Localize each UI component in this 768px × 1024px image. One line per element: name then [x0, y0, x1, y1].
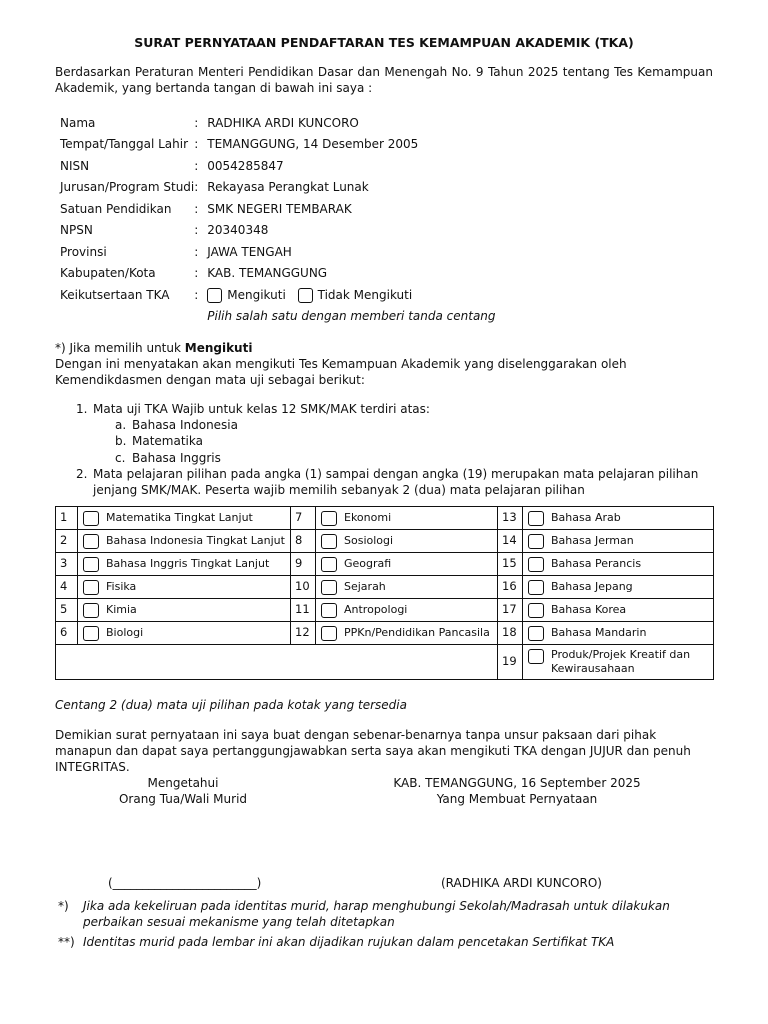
subject-cell [78, 553, 291, 576]
table-row [56, 599, 714, 622]
sub-item [76, 433, 716, 449]
subject-cell [316, 530, 498, 553]
subject-name: Sosiologi [344, 533, 394, 547]
option-label-tidak-mengikuti: Tidak Mengikuti [317, 287, 413, 302]
footnote-text: Jika ada kekeliruan pada identitas murid, harap menghubungi Sekolah/Madrasah untuk dilakukan perbaikan sesuai mekanisme yang telah ditetapkan [83, 899, 670, 930]
colon: : [194, 287, 199, 302]
subject-number: 8 [291, 530, 316, 553]
subject-name: Geografi [344, 556, 392, 570]
subject-name: Bahasa Jepang [551, 579, 633, 593]
colon: : [194, 137, 199, 152]
subject-checkbox[interactable] [528, 649, 544, 664]
subject-checkbox[interactable] [528, 626, 544, 641]
subject-name: Biologi [106, 625, 144, 639]
identity-row [60, 155, 496, 177]
subject-cell [78, 576, 291, 599]
subject-cell [316, 622, 498, 645]
subject-table [55, 506, 714, 680]
field-value: RADHIKA ARDI KUNCORO [207, 115, 359, 130]
field-value: 20340348 [207, 223, 269, 238]
subject-number: 7 [291, 507, 316, 530]
field-label: Provinsi [60, 244, 107, 259]
table-row [56, 530, 714, 553]
numbered-list [76, 401, 716, 498]
sign-line: Orang Tua/Wali Murid [118, 792, 248, 807]
subject-name: Bahasa Perancis [551, 556, 642, 570]
field-label: NISN [60, 158, 90, 173]
intro-paragraph: Berdasarkan Peraturan Menteri Pendidikan Dasar dan Menengah No. 9 Tahun 2025 tentang Tes Kemampuan Akademik, yang bertanda tangan di bawah ini saya : [55, 65, 713, 96]
field-label: Kabupaten/Kota [60, 266, 156, 281]
list-number: 1. [76, 402, 88, 416]
identity-row [60, 134, 496, 156]
subject-checkbox[interactable] [528, 603, 544, 618]
subject-number: 17 [498, 599, 523, 622]
subject-name: Bahasa Indonesia Tingkat Lanjut [106, 533, 285, 547]
table-caption: Centang 2 (dua) mata uji pilihan pada kotak yang tersedia [55, 698, 407, 712]
checkbox-tidak-mengikuti[interactable] [298, 288, 313, 303]
subject-checkbox[interactable] [83, 557, 99, 572]
note-heading [55, 340, 735, 356]
field-value: KAB. TEMANGGUNG [207, 266, 328, 281]
sub-text: Bahasa Inggris [132, 450, 221, 465]
field-value: TEMANGGUNG, 14 Desember 2005 [207, 137, 419, 152]
colon: : [194, 158, 199, 173]
field-label: Nama [60, 115, 96, 130]
subject-name: Fisika [106, 579, 137, 593]
subject-cell [316, 599, 498, 622]
sub-item [76, 450, 716, 466]
subject-name: PPKn/Pendidikan Pancasila [344, 625, 490, 639]
note-bold: Mengikuti [184, 341, 253, 355]
list-item [76, 401, 716, 417]
list-text: Mata uji TKA Wajib untuk kelas 12 SMK/MAK terdiri atas: [93, 402, 430, 416]
subject-checkbox[interactable] [528, 580, 544, 595]
table-row [56, 645, 714, 680]
sign-line: KAB. TEMANGGUNG, 16 September 2025 [393, 776, 641, 790]
subject-number: 18 [498, 622, 523, 645]
sub-text: Matematika [132, 434, 203, 449]
subject-name: Produk/Projek Kreatif dan Kewirausahaan [551, 648, 691, 675]
identity-row [60, 220, 496, 242]
subject-cell [316, 507, 498, 530]
subject-cell [523, 530, 714, 553]
hint-row [60, 306, 496, 328]
student-name-line: (RADHIKA ARDI KUNCORO) [441, 876, 602, 890]
sub-mark: a. [115, 418, 127, 433]
subject-checkbox[interactable] [321, 511, 337, 526]
subject-name: Bahasa Inggris Tingkat Lanjut [106, 556, 270, 570]
subject-cell [316, 576, 498, 599]
subject-name: Bahasa Mandarin [551, 625, 647, 639]
field-value: 0054285847 [207, 158, 284, 173]
subject-number: 5 [56, 599, 78, 622]
colon: : [194, 180, 199, 195]
field-label: Satuan Pendidikan [60, 201, 172, 216]
sub-mark: c. [115, 450, 126, 465]
subject-cell [523, 599, 714, 622]
subject-number: 9 [291, 553, 316, 576]
subject-checkbox[interactable] [83, 603, 99, 618]
subject-cell [78, 622, 291, 645]
subject-cell [78, 507, 291, 530]
subject-cell [523, 553, 714, 576]
subject-name: Matematika Tingkat Lanjut [106, 510, 253, 524]
list-item [76, 466, 716, 498]
table-row [56, 622, 714, 645]
subject-name: Ekonomi [344, 510, 392, 524]
participation-options [207, 284, 495, 306]
subject-cell [78, 530, 291, 553]
subject-checkbox[interactable] [83, 626, 99, 641]
list-text: Mata pelajaran pilihan pada angka (1) sampai dengan angka (19) merupakan mata pelajaran pilihan jenjang SMK/MAK. Peserta wajib memilih sebanyak 2 (dua) mata pelajaran pilihan [93, 466, 699, 497]
field-label: Tempat/Tanggal Lahir [60, 137, 189, 152]
subject-cell [523, 645, 714, 680]
participation-hint: Pilih salah satu dengan memberi tanda centang [207, 309, 496, 324]
footnote [58, 898, 718, 930]
subject-name: Bahasa Jerman [551, 533, 634, 547]
subject-cell [523, 507, 714, 530]
field-value: JAWA TENGAH [207, 244, 292, 259]
subject-checkbox[interactable] [83, 511, 99, 526]
sign-line: Mengetahui [147, 776, 219, 790]
subject-number: 11 [291, 599, 316, 622]
field-label: Jurusan/Program Studi [60, 180, 195, 195]
subject-checkbox[interactable] [321, 626, 337, 641]
subject-checkbox[interactable] [83, 534, 99, 549]
field-label: Keikutsertaan TKA [60, 287, 170, 302]
subject-number: 4 [56, 576, 78, 599]
subject-name: Kimia [106, 602, 137, 616]
footnotes [58, 898, 718, 955]
checkbox-mengikuti[interactable] [207, 288, 222, 303]
subject-cell [523, 622, 714, 645]
note-section [55, 340, 735, 389]
identity-row [60, 263, 496, 285]
identity-row [60, 241, 496, 263]
identity-row [60, 177, 496, 199]
sign-line: Yang Membuat Pernyataan [436, 792, 598, 807]
subject-number: 14 [498, 530, 523, 553]
footnote-mark: **) [58, 935, 75, 950]
subject-checkbox[interactable] [528, 511, 544, 526]
closing-paragraph: Demikian surat pernyataan ini saya buat dengan sebenar-benarnya tanpa unsur paksaan dari pihak manapun dan dapat saya pertanggungjawabkan serta saya akan mengikuti TKA dengan JUJUR dan penuh INTEGRITAS. [55, 728, 691, 775]
note-prefix: *) Jika memilih untuk [55, 341, 185, 355]
subject-name: Bahasa Arab [551, 510, 621, 524]
subject-checkbox[interactable] [321, 603, 337, 618]
subject-checkbox[interactable] [528, 534, 544, 549]
field-value: Rekayasa Perangkat Lunak [207, 180, 369, 195]
table-row [56, 576, 714, 599]
identity-row [60, 112, 496, 134]
subject-number: 1 [56, 507, 78, 530]
footnote-mark: *) [58, 899, 69, 913]
option-label-mengikuti: Mengikuti [227, 287, 286, 302]
table-row [56, 553, 714, 576]
document-title: SURAT PERNYATAAN PENDAFTARAN TES KEMAMPUAN AKADEMIK (TKA) [134, 35, 634, 50]
subject-checkbox[interactable] [83, 580, 99, 595]
parent-name-line: (________________________) [108, 876, 262, 890]
subject-number: 2 [56, 530, 78, 553]
subject-checkbox[interactable] [528, 557, 544, 572]
colon: : [194, 201, 199, 216]
colon: : [194, 266, 199, 281]
identity-table [60, 112, 496, 327]
subject-cell [316, 553, 498, 576]
list-number: 2. [76, 466, 88, 481]
subject-number: 16 [498, 576, 523, 599]
subject-number: 15 [498, 553, 523, 576]
signature-block-student [387, 775, 647, 807]
subject-number: 12 [291, 622, 316, 645]
subject-name: Antropologi [344, 602, 408, 616]
subject-number: 6 [56, 622, 78, 645]
sub-mark: b. [115, 434, 127, 449]
footnote-text: Identitas murid pada lembar ini akan dijadikan rujukan dalam pencetakan Sertifikat TKA [83, 935, 615, 950]
footnote [58, 934, 718, 950]
signature-block-parent [83, 775, 283, 807]
subject-cell [523, 576, 714, 599]
colon: : [194, 244, 199, 259]
field-value: SMK NEGERI TEMBARAK [207, 201, 352, 216]
sub-text: Bahasa Indonesia [132, 418, 238, 433]
subject-name: Sejarah [344, 579, 386, 593]
participation-row [60, 284, 496, 306]
field-label: NPSN [60, 223, 93, 238]
table-row [56, 507, 714, 530]
subject-number: 19 [498, 645, 523, 680]
empty-cell [56, 645, 498, 680]
identity-row [60, 198, 496, 220]
subject-number: 10 [291, 576, 316, 599]
subject-number: 13 [498, 507, 523, 530]
colon: : [194, 115, 199, 130]
subject-checkbox[interactable] [321, 534, 337, 549]
subject-checkbox[interactable] [321, 580, 337, 595]
subject-number: 3 [56, 553, 78, 576]
colon: : [194, 223, 199, 238]
subject-cell [78, 599, 291, 622]
subject-name: Bahasa Korea [551, 602, 627, 616]
subject-checkbox[interactable] [321, 557, 337, 572]
note-text: Dengan ini menyatakan akan mengikuti Tes Kemampuan Akademik yang diselenggarakan oleh Kemendikdasmen dengan mata uji sebagai berikut: [55, 357, 627, 388]
sub-item [76, 417, 716, 433]
